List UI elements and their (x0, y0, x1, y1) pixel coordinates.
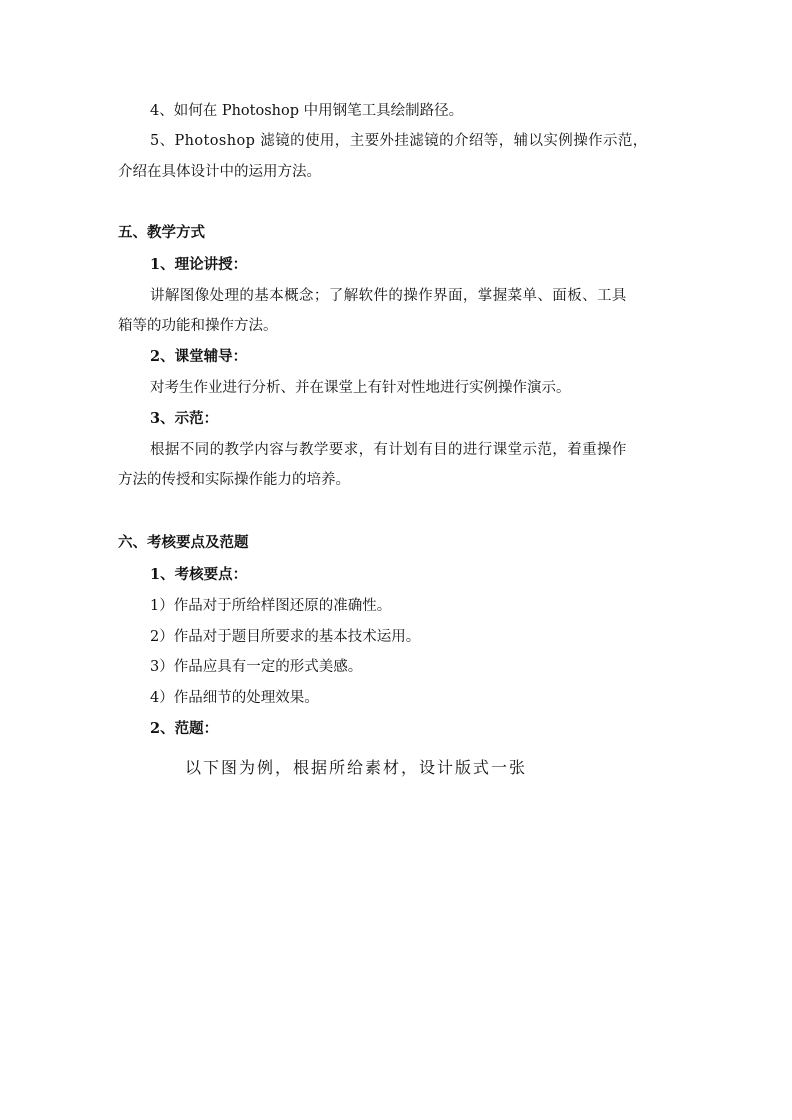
section-5-paragraph-3-line-2: 方法的传授和实际操作能力的培养。 (118, 472, 350, 488)
example-task-text: 以下图为例，根据所给素材，设计版式一张 (185, 758, 528, 777)
item-5-line-1: 5、Photoshop 滤镜的使用，主要外挂滤镜的介绍等，辅以实例操作示范， (150, 133, 648, 149)
section-5-paragraph-3-line-1: 根据不同的教学内容与教学要求，有计划有目的进行课堂示范，着重操作 (150, 442, 627, 458)
section-6-heading: 六、考核要点及范题 (118, 534, 249, 551)
section-5-paragraph-1-line-2: 箱等的功能和操作方法。 (118, 318, 278, 334)
item-4: 4、如何在 Photoshop 中用钢笔工具绘制路径。 (150, 103, 464, 119)
section-5-subheading-3: 3、示范： (150, 410, 219, 427)
section-6-subheading-2: 2、范题： (150, 720, 219, 737)
section-5-subheading-2: 2、课堂辅导： (150, 348, 248, 365)
assessment-point-1: 1）作品对于所给样图还原的准确性。 (150, 598, 392, 614)
section-5-heading: 五、教学方式 (118, 224, 205, 241)
section-6-subheading-1: 1、考核要点： (150, 566, 248, 583)
section-5-subheading-1: 1、理论讲授： (150, 256, 248, 273)
assessment-point-3: 3）作品应具有一定的形式美感。 (150, 659, 363, 675)
section-5-paragraph-2: 对考生作业进行分析、并在课堂上有针对性地进行实例操作演示。 (150, 380, 571, 396)
item-5-line-2: 介绍在具体设计中的运用方法。 (118, 164, 321, 180)
assessment-point-2: 2）作品对于题目所要求的基本技术运用。 (150, 629, 421, 645)
section-5-paragraph-1-line-1: 讲解图像处理的基本概念；了解软件的操作界面，掌握菜单、面板、工具 (150, 288, 627, 304)
assessment-point-4: 4）作品细节的处理效果。 (150, 690, 319, 706)
